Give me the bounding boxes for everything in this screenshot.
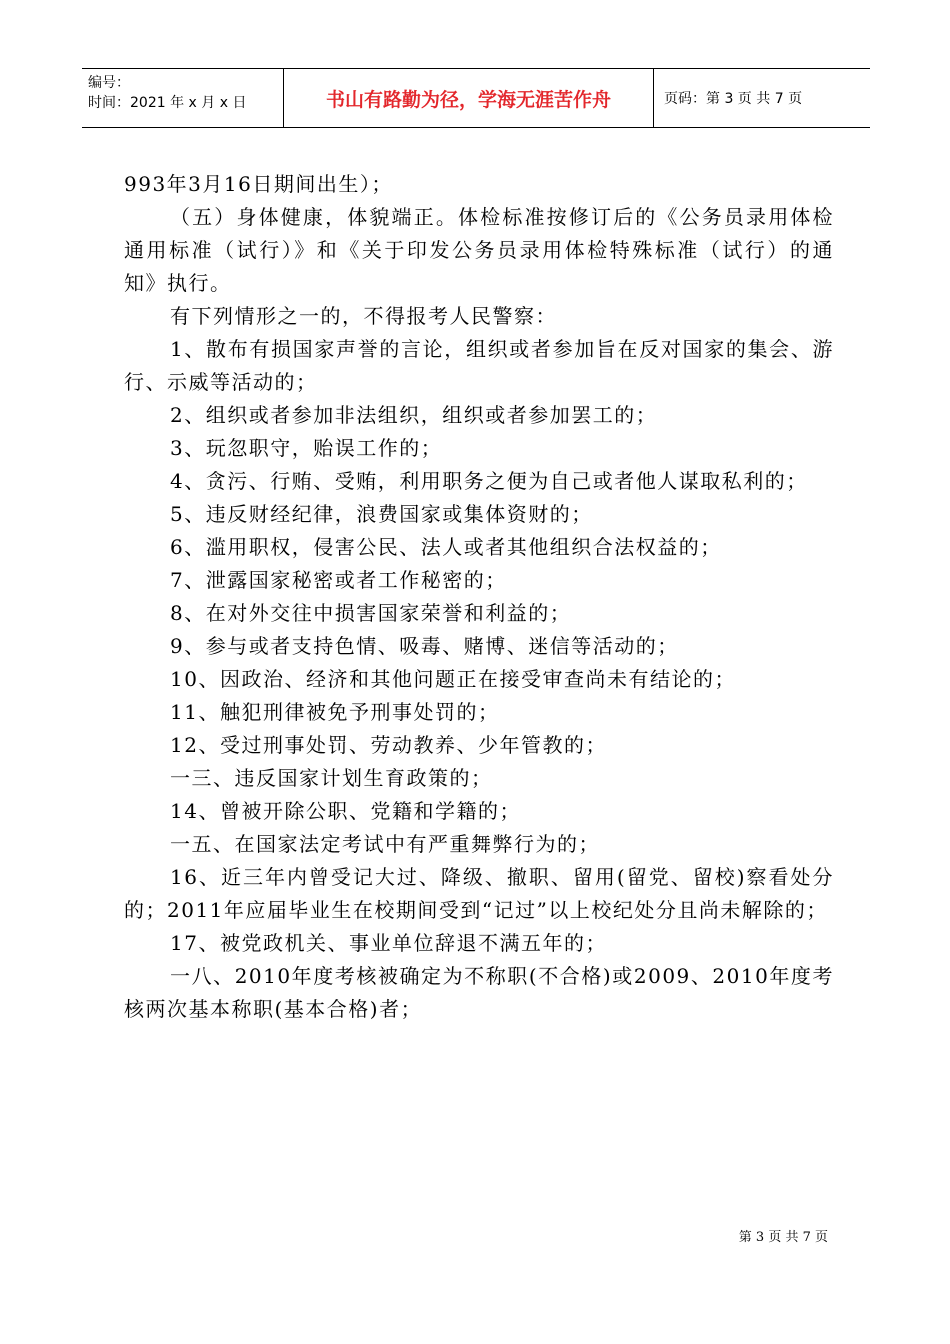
header-meta: [82, 69, 284, 127]
paragraph: 10、因政治、经济和其他问题正在接受审查尚未有结论的；: [170, 667, 736, 691]
paragraph: 4、贪污、行贿、受贿，利用职务之便为自己或者他人谋取私利的；: [170, 469, 808, 493]
paragraph: 3、玩忽职守，贻误工作的；: [170, 436, 443, 460]
paragraph: 9、参与或者支持色情、吸毒、赌博、迷信等活动的；: [170, 634, 679, 658]
paragraph: 6、滥用职权，侵害公民、法人或者其他组织合法权益的；: [170, 535, 722, 559]
paragraph: 有下列情形之一的，不得报考人民警察：: [170, 304, 557, 328]
paragraph: 2、组织或者参加非法组织，组织或者参加罢工的；: [170, 403, 658, 427]
paragraph: 11、触犯刑律被免予刑事处罚的；: [170, 700, 500, 724]
paragraph: （五）身体健康，体貌端正。体检标准按修订后的《公务员录用体检通用标准（试行）》和《关于印发公务员录用体检特殊标准（试行）的通知》执行。: [124, 205, 834, 295]
paragraph: 12、受过刑事处罚、劳动教养、少年管教的；: [170, 733, 607, 757]
paragraph: 17、被党政机关、事业单位辞退不满五年的；: [170, 931, 607, 955]
paragraph: 1、散布有损国家声誉的言论，组织或者参加旨在反对国家的集会、游行、示威等活动的；: [124, 337, 834, 394]
paragraph: 14、曾被开除公职、党籍和学籍的；: [170, 799, 521, 823]
footer-page-number: 第 3 页 共 7 页: [738, 1230, 828, 1245]
header-motto: 书山有路勤为径，学海无涯苦作舟: [284, 69, 654, 127]
paragraph: 一三、违反国家计划生育政策的；: [170, 766, 493, 790]
paragraph: 5、违反财经纪律，浪费国家或集体资财的；: [170, 502, 593, 526]
header-number-label: 编号：: [88, 75, 130, 91]
page-header: [82, 68, 870, 128]
paragraph: 8、在对外交往中损害国家荣誉和利益的；: [170, 601, 572, 625]
paragraph: 一五、在国家法定考试中有严重舞弊行为的；: [170, 832, 600, 856]
paragraph: 7、泄露国家秘密或者工作秘密的；: [170, 568, 507, 592]
paragraph: 993年3月16日期间出生）；: [124, 172, 393, 196]
header-time-label: 时间：2021 年 x 月 x 日: [88, 95, 247, 111]
document-body: [124, 168, 834, 1026]
paragraph: 一八、2010年度考核被确定为不称职(不合格)或2009、2010年度考核两次基本称职(基本合格)者；: [124, 964, 834, 1021]
header-page-code: 页码：第 3 页 共 7 页: [664, 91, 803, 107]
paragraph: 16、近三年内曾受记大过、降级、撤职、留用(留党、留校)察看处分的；2011年应届毕业生在校期间受到“记过”以上校纪处分且尚未解除的；: [124, 865, 834, 922]
